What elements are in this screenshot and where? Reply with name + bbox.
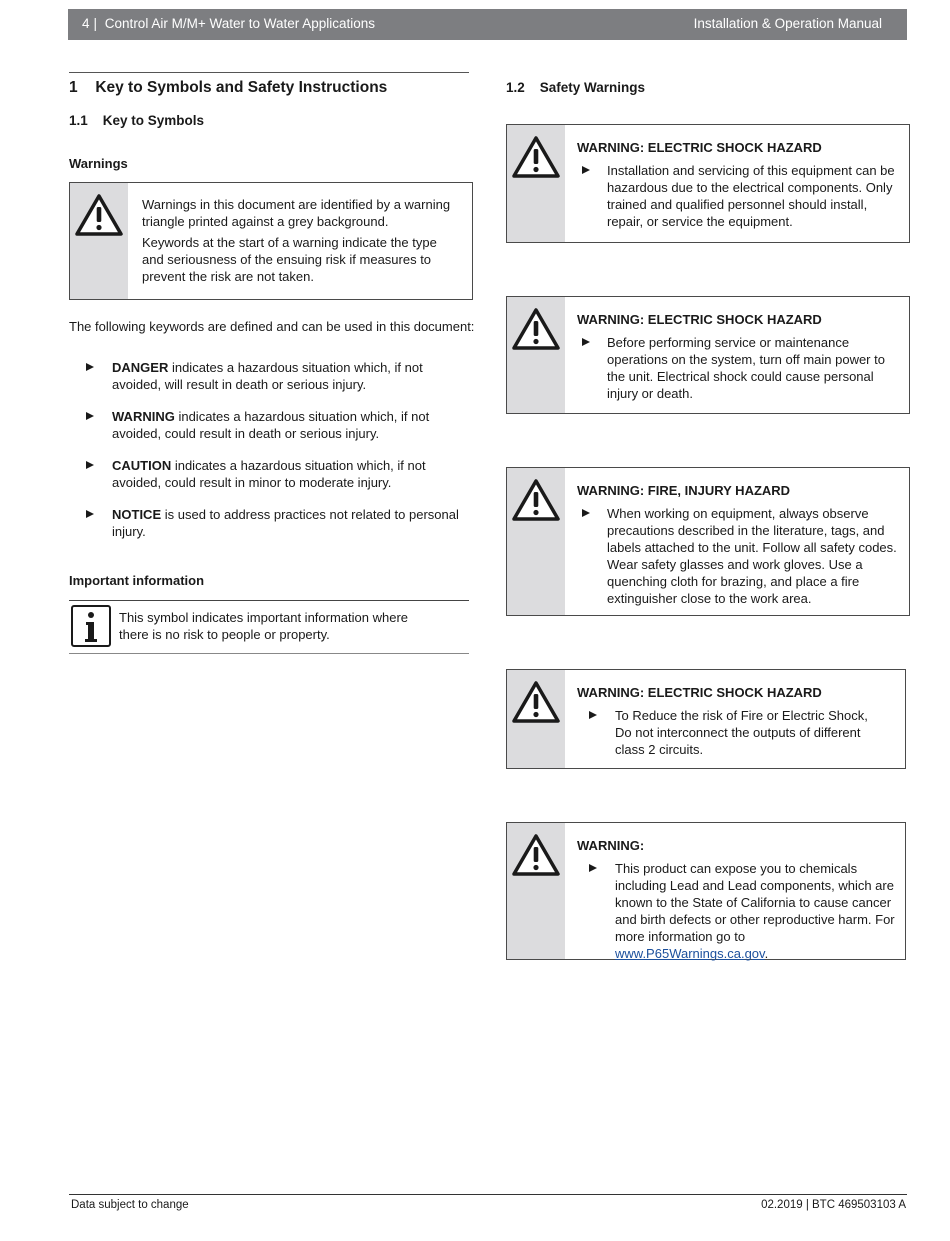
header-left: [82, 16, 375, 31]
warning-text: Before performing service or maintenance operations on the system, turn off main power to the unit. Electrical shock could cause personal injury or death.: [607, 335, 885, 401]
info-glyph-icon: [73, 607, 109, 645]
warning-bullet: [577, 505, 899, 607]
keywords-intro: The following keywords are defined and can be used in this document:: [69, 319, 475, 334]
warning-box: [506, 296, 910, 414]
section-1-1-heading: [69, 113, 204, 128]
section-1-number: 1: [69, 79, 78, 96]
keyword-text: is used to address practices not related to personal injury.: [112, 507, 459, 539]
warnings-box-content: [142, 196, 460, 289]
keyword-text: indicates a hazardous situation which, if not avoided, will result in death or serious injury.: [112, 360, 423, 392]
footer-rule: [69, 1194, 907, 1195]
p65-warnings-link[interactable]: www.P65Warnings.ca.gov: [615, 946, 765, 961]
keyword-list: [86, 359, 466, 555]
list-item: [86, 457, 466, 491]
warning-title: WARNING: ELECTRIC SHOCK HAZARD: [577, 312, 822, 327]
keyword-text: indicates a hazardous situation which, if not avoided, could result in minor to moderate injury.: [112, 458, 426, 490]
warning-bullet: [577, 162, 899, 230]
page-header: [68, 9, 907, 40]
list-item: [86, 506, 466, 540]
warnings-box-paragraph-2: Keywords at the start of a warning indicate the type and seriousness of the ensuing risk if measures to prevent the risk are not taken.: [142, 235, 437, 284]
warning-content: [577, 482, 899, 607]
warning-triangle-icon: [511, 135, 561, 179]
section-1-2-heading: [506, 80, 645, 95]
page-number: 4: [82, 16, 90, 31]
list-item: [86, 408, 466, 442]
warning-box: [506, 822, 906, 960]
arrow-bullet-icon: [86, 412, 94, 420]
warning-triangle-icon: [511, 680, 561, 724]
header-separator: |: [93, 16, 98, 31]
arrow-bullet-icon: [582, 509, 590, 517]
warning-title: WARNING: FIRE, INJURY HAZARD: [577, 483, 791, 498]
warnings-subheading: Warnings: [69, 156, 128, 171]
footer-right-text: 02.2019 | BTC 469503103 A: [761, 1199, 906, 1211]
warning-bullet: [577, 860, 895, 962]
document-title: Control Air M/M+ Water to Water Applications: [104, 16, 376, 31]
arrow-bullet-icon: [582, 338, 590, 346]
keyword-term: CAUTION: [112, 458, 172, 473]
keyword-text: indicates a hazardous situation which, if not avoided, could result in death or serious injury.: [112, 409, 430, 441]
warning-bullet: [577, 707, 887, 758]
keyword-term: DANGER: [112, 360, 169, 375]
section-rule: [69, 72, 469, 73]
important-info-top-rule: [69, 600, 469, 601]
warning-content: [577, 139, 899, 230]
warning-triangle-icon: [511, 307, 561, 351]
important-info-text: This symbol indicates important information where there is no risk to people or property.: [119, 610, 409, 642]
warning-box: [506, 669, 906, 769]
manual-name: Installation & Operation Manual: [693, 16, 882, 31]
keyword-term: WARNING: [112, 409, 175, 424]
warnings-box-paragraph-1: Warnings in this document are identified by a warning triangle printed against a grey background.: [142, 197, 451, 229]
warning-content: [577, 837, 895, 962]
warning-triangle-icon: [74, 193, 124, 237]
warning-title: WARNING: ELECTRIC SHOCK HAZARD: [577, 685, 822, 700]
footer-left-text: Data subject to change: [71, 1199, 189, 1211]
warning-content: [577, 311, 899, 402]
arrow-bullet-icon: [86, 461, 94, 469]
arrow-bullet-icon: [589, 711, 597, 719]
arrow-bullet-icon: [86, 363, 94, 371]
section-1-title: Key to Symbols and Safety Instructions: [95, 79, 388, 96]
list-item: [86, 359, 466, 393]
warning-triangle-icon: [511, 478, 561, 522]
info-icon: [71, 605, 111, 647]
warning-content: [577, 684, 887, 758]
section-1-2-title: Safety Warnings: [539, 80, 646, 95]
warning-text: This product can expose you to chemicals including Lead and Lead components, which are known to the State of California to cause cancer and birth defects or other reproductive harm. For more information go to: [615, 861, 895, 944]
important-info-subheading: Important information: [69, 573, 205, 588]
warning-bullet: [577, 334, 899, 402]
section-1-2-number: 1.2: [506, 80, 525, 95]
section-1-heading: [69, 79, 387, 97]
warning-box: [506, 467, 910, 616]
keyword-term: NOTICE: [112, 507, 162, 522]
warning-triangle-icon: [511, 833, 561, 877]
warning-title: WARNING:: [577, 838, 645, 853]
arrow-bullet-icon: [582, 166, 590, 174]
arrow-bullet-icon: [589, 864, 597, 872]
warning-box: [506, 124, 910, 243]
warning-text: To Reduce the risk of Fire or Electric Shock, Do not interconnect the outputs of different class 2 circuits.: [615, 708, 868, 757]
section-1-1-number: 1.1: [69, 113, 88, 128]
section-1-1-title: Key to Symbols: [102, 113, 205, 128]
arrow-bullet-icon: [86, 510, 94, 518]
warning-text-end: .: [764, 946, 769, 961]
important-info-bottom-rule: [69, 653, 469, 654]
warning-text: When working on equipment, always observe precautions described in the literature, tags, and labels attached to the unit. Follow all safety codes. Wear safety glasses and work gloves. Use a quenching cloth for brazing, and place a fire extinguisher close to the work area.: [607, 506, 897, 606]
warning-text: Installation and servicing of this equipment can be hazardous due to the electrical components. Only trained and qualified personnel should install, repair, or service the equipment.: [607, 163, 895, 229]
warnings-example-box: [69, 182, 473, 300]
warning-title: WARNING: ELECTRIC SHOCK HAZARD: [577, 140, 822, 155]
